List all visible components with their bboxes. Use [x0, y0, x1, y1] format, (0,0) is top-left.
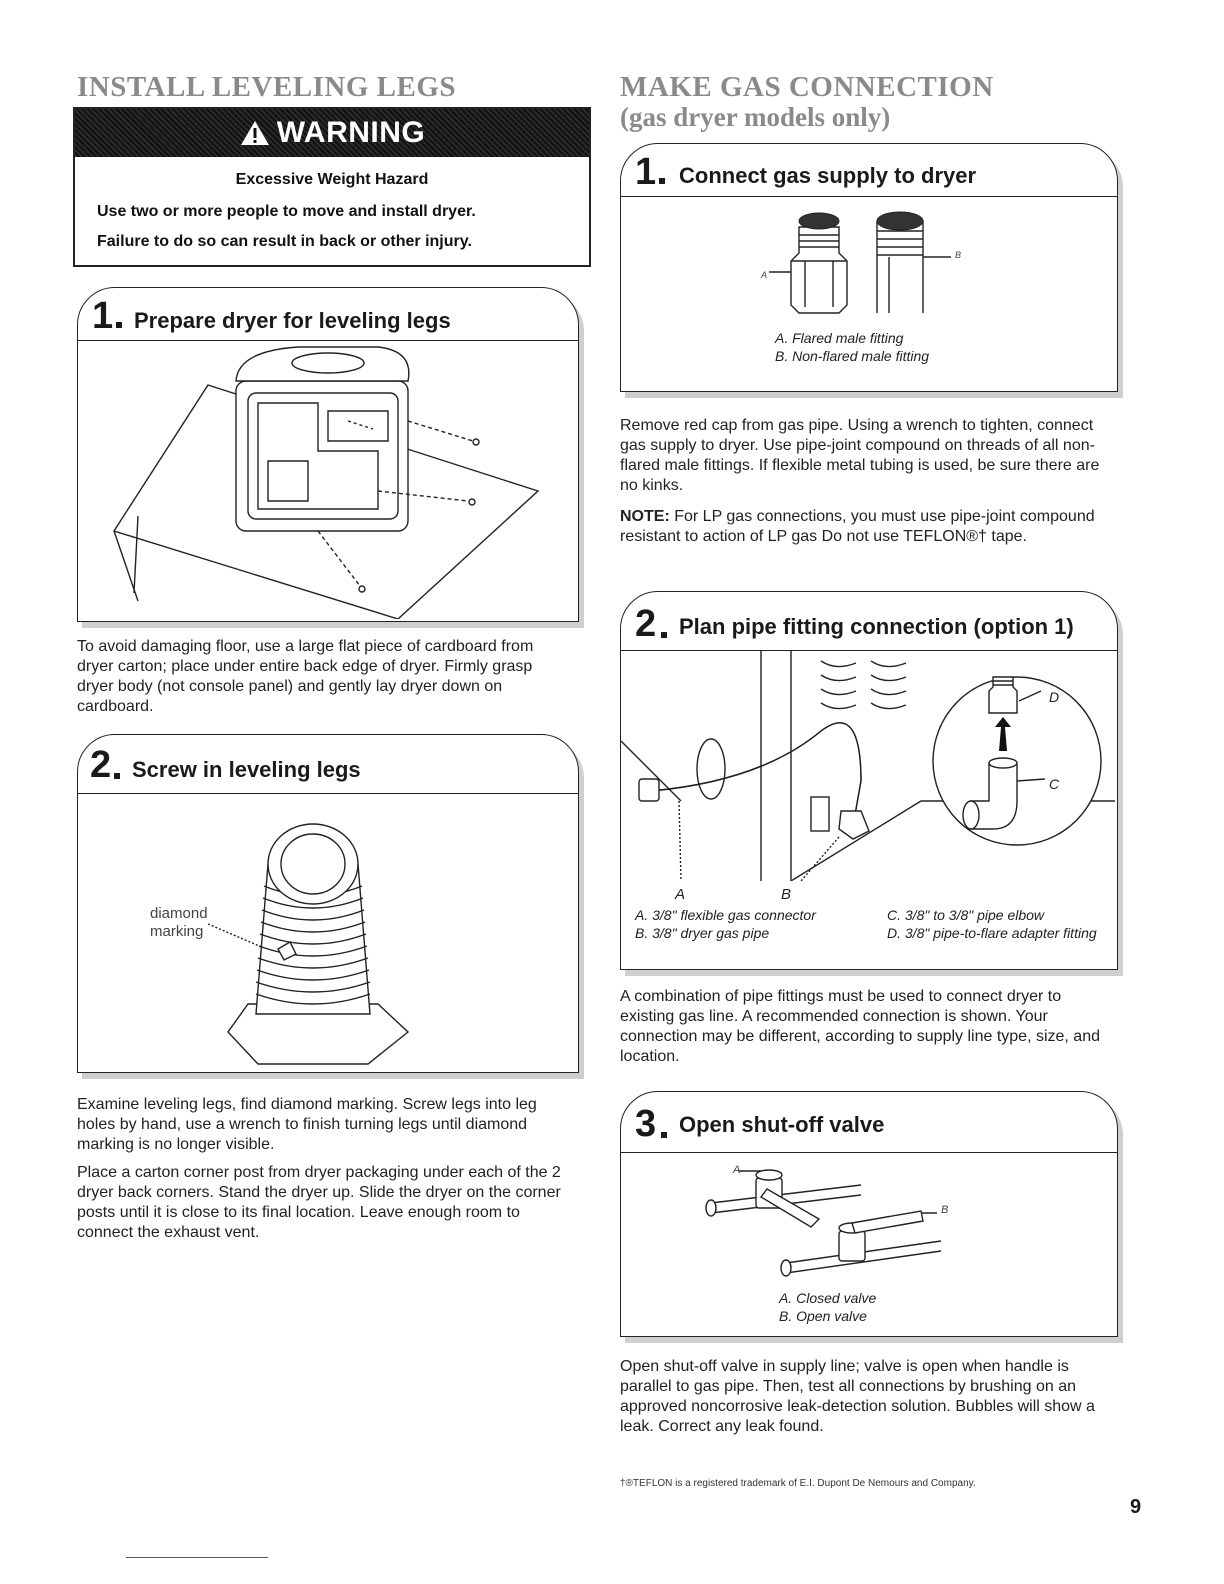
left-step2-panel	[77, 734, 579, 1073]
right-step1-panel	[620, 143, 1118, 392]
pipe-caption-d: D. 3/8" pipe-to-flare adapter fitting	[887, 925, 1097, 941]
pipe-caption-b: B. 3/8" dryer gas pipe	[635, 925, 770, 941]
pipe-label-d: D	[1049, 689, 1060, 705]
right-step2-header	[621, 592, 1117, 651]
right-step3-panel	[620, 1091, 1118, 1337]
right-step2-number: 2	[635, 603, 657, 645]
right-step1-title: Connect gas supply to dryer	[679, 163, 977, 188]
right-step3-title: Open shut-off valve	[679, 1112, 885, 1137]
valve-label-a: A	[733, 1164, 741, 1176]
fittings-illustration	[621, 197, 1115, 327]
pipe-caption-a: A. 3/8" flexible gas connector	[635, 907, 816, 923]
left-step2-text2: Place a carton corner post from dryer packaging under each of the 2 dryer back corners. Stand the dryer up. Slide the dryer on the corner posts until it is close to its final location. Leave enough room to connect the exhaust vent.	[77, 1164, 561, 1241]
right-step3-text: Open shut-off valve in supply line; valve is open when handle is parallel to gas pipe. Then, test all connections by brushing on an approved noncorrosive leak-detection solution. Bubbles will show a leak. Correct any leak found.	[620, 1358, 1095, 1435]
right-step1-number: 1	[635, 151, 657, 193]
right-section-subtitle: (gas dryer models only)	[620, 102, 891, 132]
left-step2-text1: Examine leveling legs, find diamond marking. Screw legs into leg holes by hand, use a wrench to finish turning legs until diamond marking is no longer visible.	[77, 1096, 537, 1153]
right-step3-number: 3	[635, 1103, 657, 1145]
right-step1-note	[620, 507, 1100, 547]
warning-header	[75, 109, 589, 157]
right-section-title: MAKE GAS CONNECTION	[620, 71, 994, 103]
fitting-label-b: B	[955, 250, 962, 260]
warning-line2: Failure to do so can result in back or other injury.	[97, 233, 472, 250]
warning-hazard: Excessive Weight Hazard	[235, 171, 429, 188]
warning-heading: WARNING	[276, 116, 426, 149]
valve-label-b: B	[941, 1204, 949, 1216]
left-step1-text: To avoid damaging floor, use a large flat piece of cardboard from dryer carton; place under entire back edge of dryer. Firmly grasp dryer body (not console panel) and gently lay dryer down on cardboard.	[77, 638, 534, 715]
leveling-leg-illustration	[78, 794, 576, 1070]
pipe-label-b: B	[781, 886, 792, 903]
warning-triangle-icon	[239, 119, 271, 147]
warning-line1: Use two or more people to move and install dryer.	[97, 203, 476, 220]
right-step2-text: A combination of pipe fittings must be used to connect dryer to existing gas line. A recommended connection is shown. Your connection may be different, according to supply line type, size, and location.	[620, 988, 1100, 1065]
note-text: For LP gas connections, you must use pipe-joint compound resistant to action of LP gas Do not use TEFLON®† tape.	[620, 508, 1095, 545]
right-step2-panel	[620, 591, 1118, 970]
left-step1-title: Prepare dryer for leveling legs	[134, 308, 451, 333]
left-step1-number: 1	[92, 295, 114, 337]
valve-caption-a: A. Closed valve	[779, 1290, 877, 1306]
right-step2-title: Plan pipe fitting connection (option 1)	[679, 614, 1074, 639]
right-step1-text: Remove red cap from gas pipe. Using a wrench to tighten, connect gas supply to dryer. Use pipe-joint compound on threads of all non-flared male fittings. If flexible metal tubing is used, be sure there are no kinks.	[620, 417, 1100, 494]
left-step2-title: Screw in leveling legs	[132, 757, 361, 782]
dryer-on-cardboard-illustration	[78, 341, 576, 619]
left-step2-header	[78, 735, 578, 794]
pipe-caption-c: C. 3/8" to 3/8" pipe elbow	[887, 907, 1045, 923]
left-step1-panel	[77, 287, 579, 622]
right-step1-header	[621, 144, 1117, 197]
warning-box	[73, 107, 591, 267]
fitting-caption-b: B. Non-flared male fitting	[775, 348, 930, 364]
footnote: †®TEFLON is a registered trademark of E.I. Dupont De Nemours and Company.	[620, 1478, 976, 1489]
pipe-label-a: A	[675, 886, 686, 903]
pipe-connection-illustration	[621, 651, 1115, 881]
fitting-label-a: A	[761, 270, 768, 280]
diamond-marking-label: diamond marking	[150, 905, 208, 940]
pipe-label-c: C	[1049, 776, 1060, 792]
page-number: 9	[1130, 1496, 1142, 1518]
right-step3-header	[621, 1092, 1117, 1153]
left-section-title: INSTALL LEVELING LEGS	[77, 71, 457, 103]
shutoff-valve-illustration	[621, 1153, 1115, 1283]
left-step2-number: 2	[90, 744, 112, 786]
fitting-caption-a: A. Flared male fitting	[775, 330, 904, 346]
blue-rule	[126, 1557, 268, 1558]
note-label: NOTE:	[620, 508, 670, 525]
left-step1-header	[78, 288, 578, 341]
valve-caption-b: B. Open valve	[779, 1308, 867, 1324]
